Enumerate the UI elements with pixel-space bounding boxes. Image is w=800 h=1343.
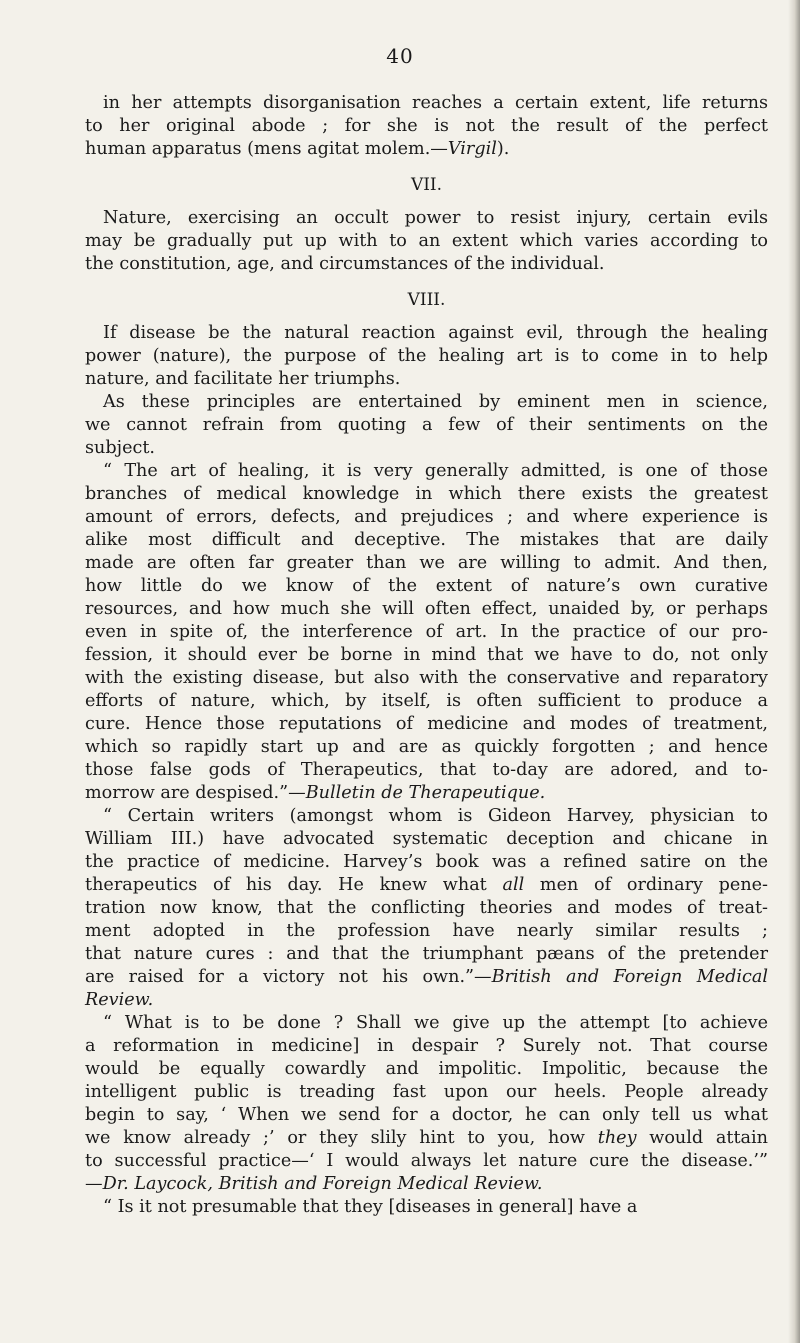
- page-body: [85, 92, 768, 1219]
- text-line: power (nature), the purpose of the healing art is to come in to help: [85, 346, 768, 366]
- paragraph: [85, 1012, 768, 1196]
- text-line: tration now know, that the conflicting theories and modes of treat-: [85, 898, 768, 918]
- paragraph: [85, 207, 768, 276]
- section-heading: VII.: [410, 175, 443, 195]
- text-line: begin to say, ‘ When we send for a doctor, he can only tell us what: [85, 1105, 768, 1125]
- text-line: are raised for a victory not his own.”—British and Foreign Medical: [85, 967, 768, 987]
- page-edge-shadow: [788, 0, 800, 1343]
- italic-citation: Dr. Laycock, British and Foreign Medical Review.: [102, 1174, 543, 1194]
- italic-citation: Review.: [85, 990, 154, 1010]
- text-line: the practice of medicine. Harvey’s book was a refined satire on the: [85, 852, 768, 872]
- page-number: 40: [386, 44, 414, 68]
- text-line: in her attempts disorganisation reaches a certain extent, life returns: [103, 93, 768, 113]
- text-line: we know already ;’ or they slily hint to you, how they would attain: [85, 1128, 768, 1148]
- text-line: the constitution, age, and circumstances of the individual.: [85, 254, 605, 274]
- paragraph: [85, 460, 768, 805]
- text-line: ment adopted in the profession have nearly similar results ;: [85, 921, 768, 941]
- text-line: how little do we know of the extent of nature’s own curative: [85, 576, 768, 596]
- text-line: If disease be the natural reaction against evil, through the healing: [103, 323, 768, 343]
- text-line: nature, and facilitate her triumphs.: [85, 369, 401, 389]
- italic-citation: Bulletin de Therapeutique.: [305, 783, 546, 803]
- paragraph: [85, 92, 768, 161]
- text-line: intelligent public is treading fast upon our heels. People already: [85, 1082, 768, 1102]
- italic-citation: British and Foreign Medical: [491, 967, 768, 987]
- paragraph: [85, 805, 768, 1012]
- text-line: even in spite of, the interference of art. In the practice of our pro-: [85, 622, 768, 642]
- text-line: to her original abode ; for she is not the result of the perfect: [85, 116, 768, 136]
- text-line: “ Certain writers (amongst whom is Gideon Harvey, physician to: [103, 806, 768, 826]
- text-line: human apparatus (mens agitat molem.—Virgil).: [85, 139, 510, 159]
- section-heading: VIII.: [407, 290, 446, 310]
- italic-citation: they: [597, 1128, 637, 1148]
- text-line: “ Is it not presumable that they [diseases in general] have a: [103, 1197, 638, 1217]
- text-line: William III.) have advocated systematic deception and chicane in: [85, 829, 768, 849]
- text-line: fession, it should ever be borne in mind that we have to do, not only: [85, 645, 768, 665]
- italic-citation: Virgil: [447, 139, 497, 159]
- text-line: “ The art of healing, it is very generally admitted, is one of those: [103, 461, 768, 481]
- text-line: amount of errors, defects, and prejudices ; and where experience is: [85, 507, 768, 527]
- text-line: a reformation in medicine] in despair ? Surely not. That course: [85, 1036, 768, 1056]
- text-line: would be equally cowardly and impolitic. Impolitic, because the: [85, 1059, 768, 1079]
- text-line: efforts of nature, which, by itself, is often sufficient to produce a: [85, 691, 768, 711]
- text-line: we cannot refrain from quoting a few of their sentiments on the: [85, 415, 768, 435]
- text-line: cure. Hence those reputations of medicine and modes of treatment,: [85, 714, 768, 734]
- text-line: —Dr. Laycock, British and Foreign Medical Review.: [85, 1174, 543, 1194]
- text-line: [85, 989, 768, 1012]
- text-line: those false gods of Therapeutics, that to-day are adored, and to-: [85, 760, 768, 780]
- italic-citation: all: [502, 875, 525, 895]
- paragraph: [85, 391, 768, 460]
- text-line: therapeutics of his day. He knew what all men of ordinary pene-: [85, 875, 769, 895]
- text-line: As these principles are entertained by eminent men in science,: [103, 392, 768, 412]
- paragraph: [85, 322, 768, 391]
- text-line: may be gradually put up with to an extent which varies according to: [85, 231, 768, 251]
- text-line: made are often far greater than we are willing to admit. And then,: [85, 553, 768, 573]
- text-line: alike most difficult and deceptive. The mistakes that are daily: [85, 530, 768, 550]
- text-line: Nature, exercising an occult power to resist injury, certain evils: [103, 208, 768, 228]
- text-line: subject.: [85, 438, 156, 458]
- text-line: branches of medical knowledge in which there exists the greatest: [85, 484, 768, 504]
- text-line: that nature cures : and that the triumphant pæans of the pretender: [85, 944, 768, 964]
- text-line: morrow are despised.”—Bulletin de Therapeutique.: [85, 783, 546, 803]
- paragraph: [85, 1196, 768, 1219]
- text-line: “ What is to be done ? Shall we give up the attempt [to achieve: [103, 1013, 768, 1033]
- text-line: which so rapidly start up and are as quickly forgotten ; and hence: [85, 737, 768, 757]
- text-line: to successful practice—‘ I would always let nature cure the disease.’”: [85, 1151, 768, 1171]
- text-line: with the existing disease, but also with the conservative and reparatory: [85, 668, 768, 688]
- text-line: resources, and how much she will often effect, unaided by, or perhaps: [85, 599, 768, 619]
